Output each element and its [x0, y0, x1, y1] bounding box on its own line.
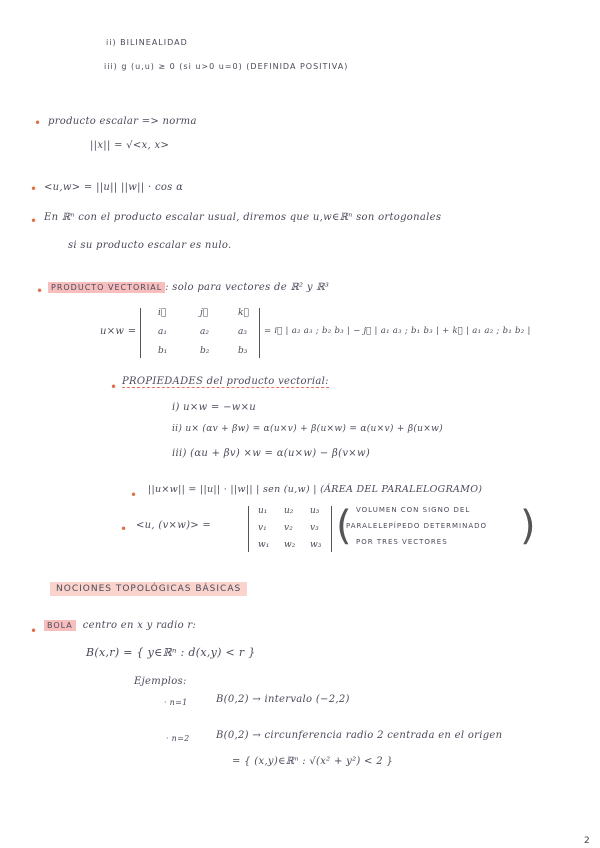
ball-note: centro en x y radio r:: [82, 620, 197, 631]
vector-product-heading: [48, 282, 329, 293]
note-orthogonal: En ℝⁿ con el producto escalar usual, diremos que u,w∈ℝⁿ son ortogonales: [44, 212, 442, 223]
bullet-icon: •: [30, 624, 38, 638]
formula-area: ||u×w|| = ||u|| · ||w|| | sen (u,w) | (ÁREA DEL PARALELOGRAMO): [148, 484, 483, 495]
bullet-icon: •: [30, 214, 38, 228]
property-anticommutative: i) u×w = −w×u: [172, 402, 257, 413]
bullet-icon: •: [30, 182, 38, 196]
matrix-cell: w₂: [284, 540, 296, 550]
property-linearity-right: ii) u× (αv + βw) = α(u×v) + β(u×w) = α(u×v) + β(u×w): [172, 424, 443, 434]
bullet-icon: •: [36, 284, 44, 298]
example-2-set: = { (x,y)∈ℝⁿ : √(x² + y²) < 2 }: [232, 756, 394, 767]
matrix-cell: b₂: [200, 346, 210, 356]
bullet-icon: •: [110, 380, 118, 394]
cross-product-expansion: = i⃗ | a₂ a₃ ; b₂ b₃ | − j⃗ | a₁ a₃ ; b₁ b₃ | + k⃗ | a₁ a₂ ; b₁ b₂ |: [264, 326, 531, 336]
matrix-cell: b₁: [158, 346, 168, 356]
formula-cosine: <u,w> = ||u|| ||w|| · cos α: [44, 182, 184, 193]
matrix-cell: w₃: [310, 540, 322, 550]
bullet-icon: •: [130, 488, 138, 502]
example-1-n: · n=1: [164, 698, 188, 707]
matrix-cell: j⃗: [200, 308, 209, 318]
matrix-cell: a₃: [238, 327, 247, 337]
matrix-cell: u₃: [310, 506, 320, 516]
triple-product-lhs: <u, (v×w)> =: [136, 520, 212, 531]
vector-product-note: : solo para vectores de ℝ² y ℝ³: [165, 282, 330, 293]
property-positive-definite: iii) g (u,u) ≥ 0 (si u>0 u=0) (DEFINIDA POSITIVA): [104, 62, 349, 71]
note-orthogonal-cont: si su producto escalar es nulo.: [68, 240, 232, 251]
volume-note-3: POR TRES VECTORES: [356, 538, 448, 546]
bullet-icon: •: [34, 116, 42, 130]
matrix-cell: i⃗: [158, 308, 167, 318]
bullet-icon: •: [120, 522, 128, 536]
formula-norm: ||x|| = √<x, x>: [90, 140, 170, 151]
volume-note-2: PARALELEPÍPEDO DETERMINADO: [346, 522, 488, 530]
volume-note-1: VOLUMEN CON SIGNO DEL: [356, 506, 471, 514]
close-brace-icon: ): [520, 503, 536, 549]
cross-product-lhs: u×w =: [100, 326, 137, 337]
ball-definition: B(x,r) = { y∈ℝⁿ : d(x,y) < r }: [86, 646, 256, 659]
matrix-cell: a₁: [158, 327, 167, 337]
matrix-cell: b₃: [238, 346, 248, 356]
matrix-cell: u₂: [284, 506, 294, 516]
open-brace-icon: (: [336, 503, 352, 549]
ball-label: BOLA: [44, 620, 76, 631]
matrix-cell: v₂: [284, 523, 293, 533]
page-number: 2: [584, 836, 590, 846]
ball-heading: [44, 620, 196, 631]
matrix-cell: w₁: [258, 540, 270, 550]
section-title: NOCIONES TOPOLÓGICAS BÁSICAS: [50, 582, 247, 596]
property-linearity-left: iii) (αu + βv) ×w = α(u×w) − β(v×w): [172, 448, 371, 459]
property-bilinear: ii) BILINEALIDAD: [106, 38, 188, 47]
matrix-cell: v₁: [258, 523, 267, 533]
example-1: B(0,2) → intervalo (−2,2): [216, 694, 350, 705]
matrix-cell: a₂: [200, 327, 209, 337]
example-2: B(0,2) → circunferencia radio 2 centrada en el origen: [216, 730, 503, 741]
matrix-cell: v₃: [310, 523, 319, 533]
matrix-cell: k⃗: [238, 308, 249, 318]
example-2-n: · n=2: [166, 734, 190, 743]
examples-label: Ejemplos:: [134, 676, 187, 687]
note-norm: producto escalar => norma: [48, 116, 197, 127]
matrix-cell: u₁: [258, 506, 268, 516]
vector-product-label: PRODUCTO VECTORIAL: [48, 282, 165, 293]
properties-heading: PROPIEDADES del producto vectorial:: [122, 376, 329, 387]
